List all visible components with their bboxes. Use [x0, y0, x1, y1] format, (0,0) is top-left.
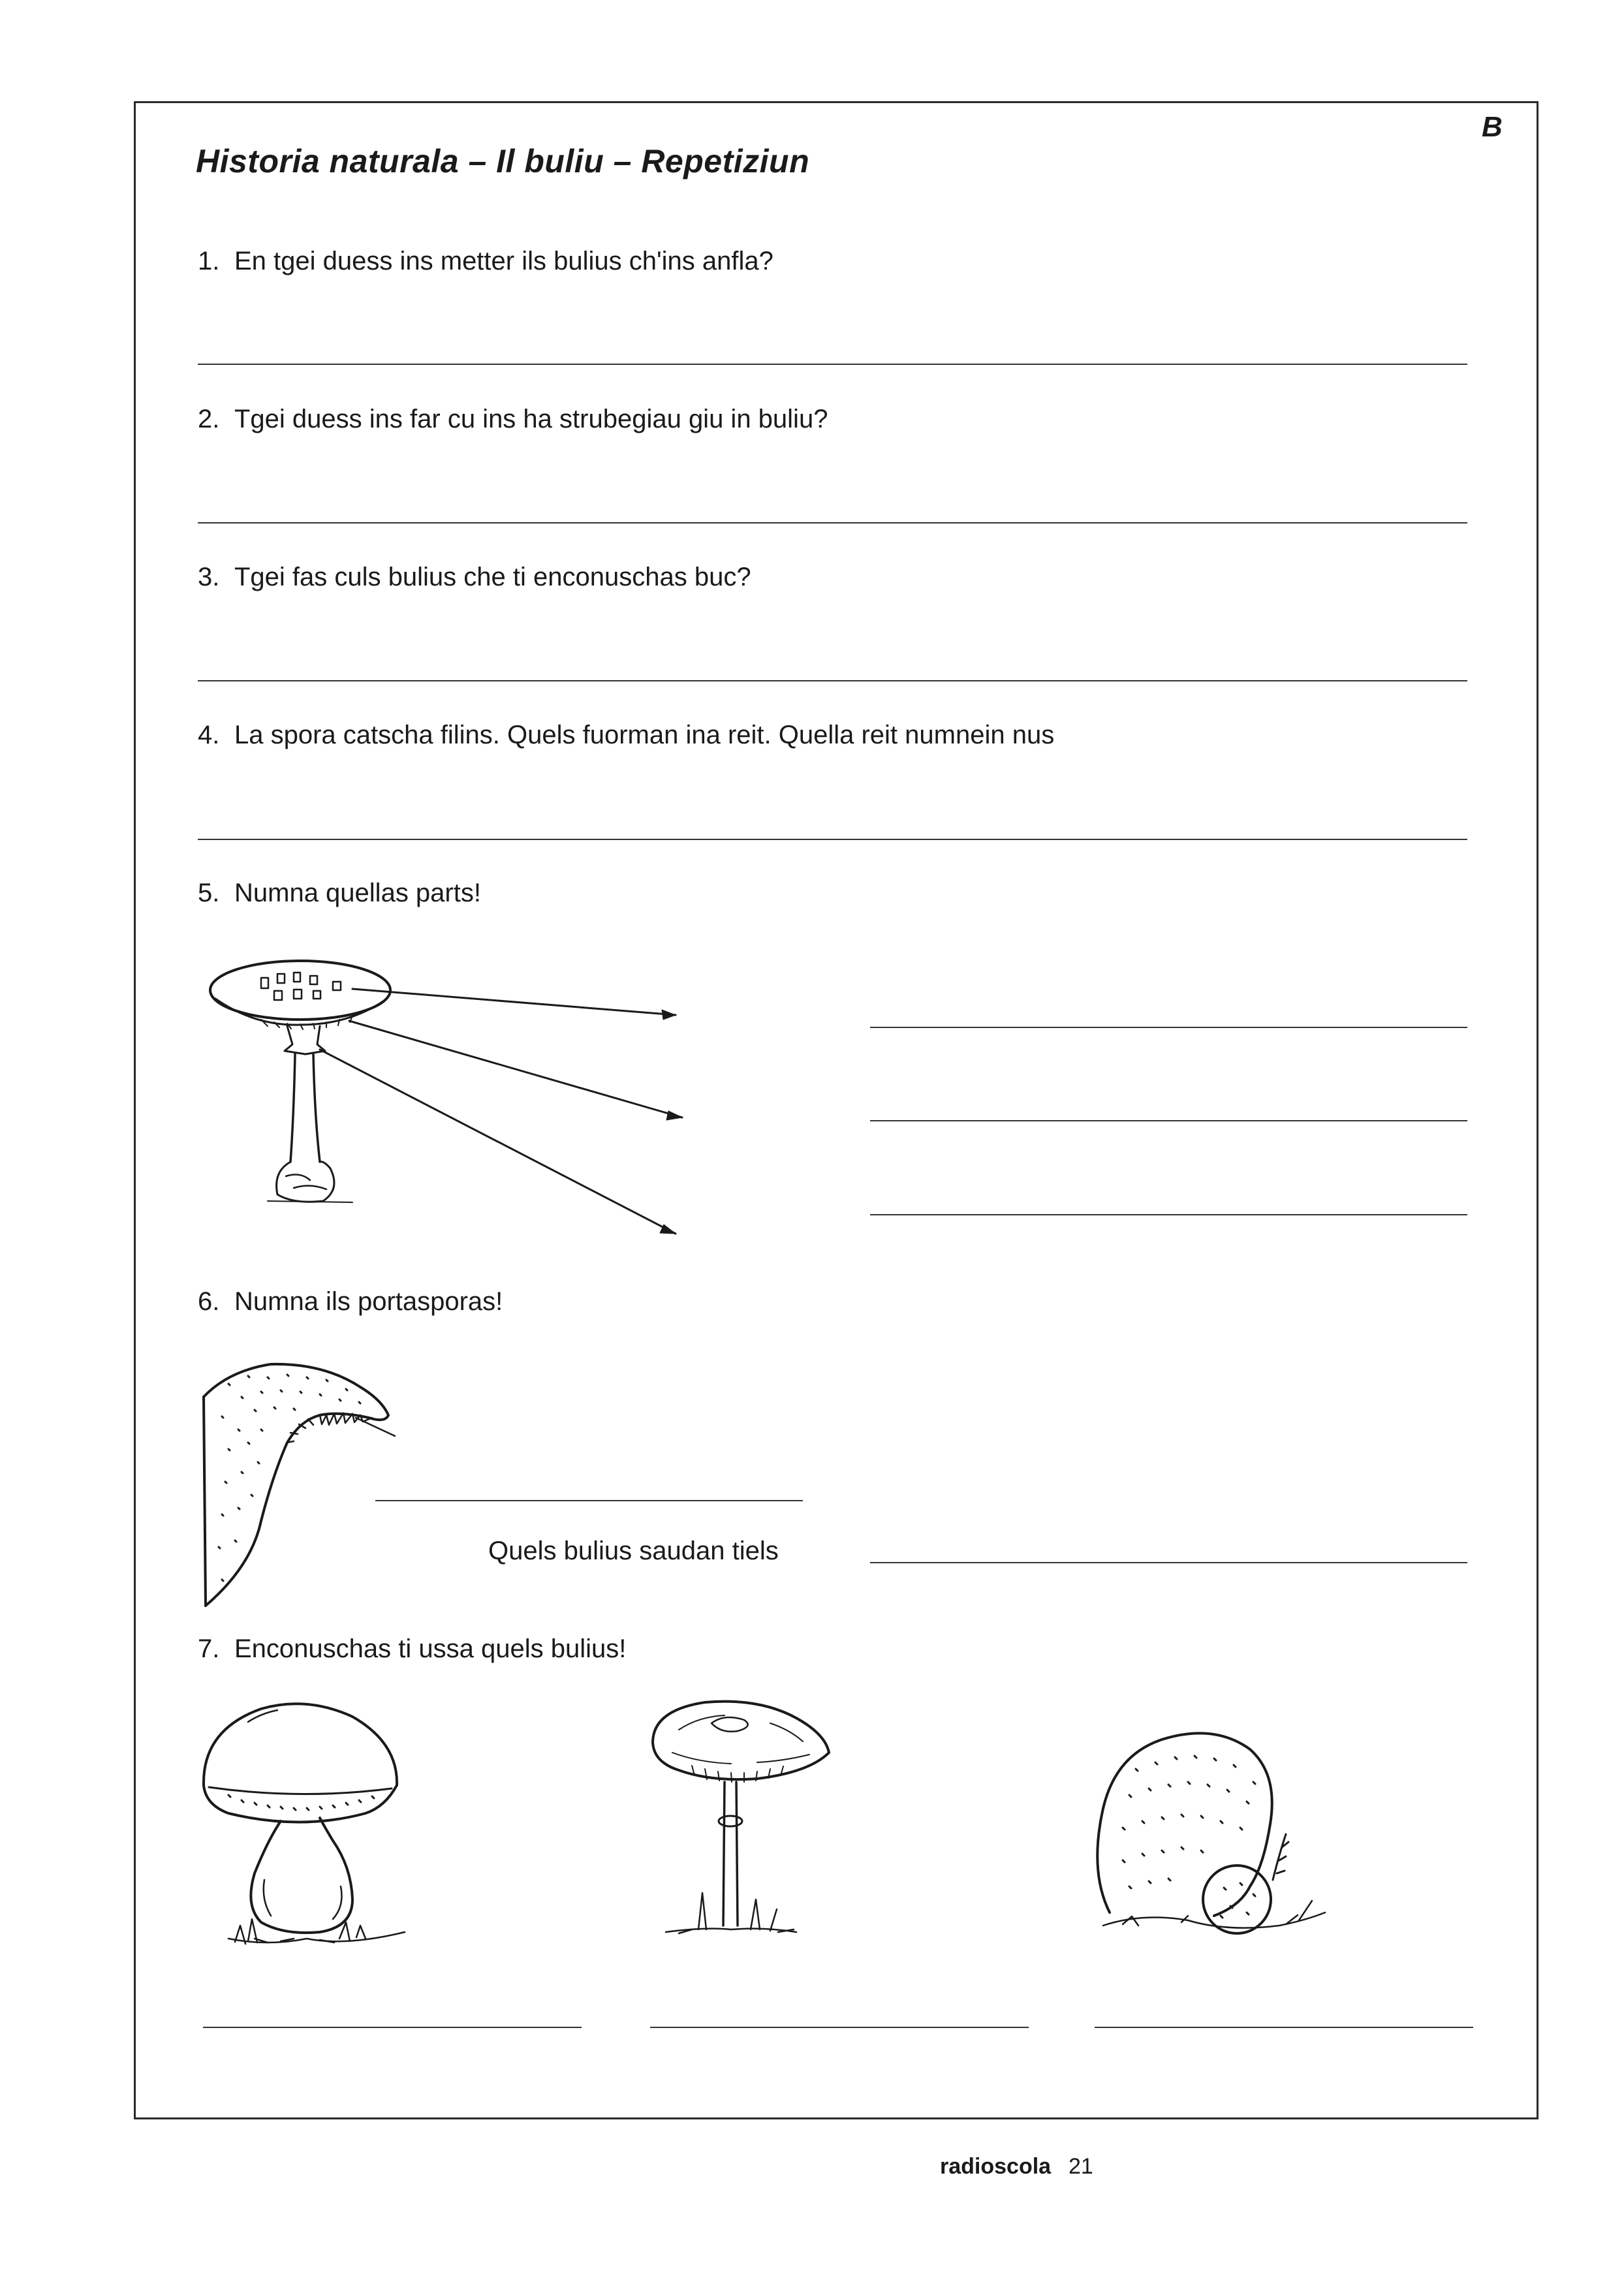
question-7-number: 7. — [198, 1634, 220, 1663]
answer-line-5b[interactable] — [870, 1120, 1467, 1121]
page-title: Historia naturala – Il buliu – Repetiziun — [196, 143, 810, 180]
question-6-text: Numna ils portasporas! — [234, 1287, 503, 1316]
question-1-number: 1. — [198, 247, 220, 275]
cep-mushroom-drawing — [189, 1691, 424, 1965]
question-6-number: 6. — [198, 1287, 220, 1316]
answer-line-4[interactable] — [198, 839, 1467, 840]
spore-bearer-teeth-drawing — [189, 1358, 411, 1612]
question-2-number: 2. — [198, 405, 220, 433]
question-1 — [198, 247, 773, 276]
question-7 — [198, 1634, 626, 1664]
answer-line-1[interactable] — [198, 364, 1467, 365]
answer-line-6b[interactable] — [870, 1562, 1467, 1563]
puffball-drawing — [1084, 1717, 1345, 1952]
sheet-letter: B — [1482, 111, 1503, 143]
question-4 — [198, 721, 1054, 750]
answer-line-7c[interactable] — [1095, 2027, 1473, 2028]
mushroom-parts-drawing — [196, 946, 705, 1247]
question-4-number: 4. — [198, 721, 220, 749]
question-3-text: Tgei fas culs bulius che ti enconuschas buc? — [234, 563, 751, 591]
answer-line-6a[interactable] — [375, 1500, 803, 1501]
question-5-number: 5. — [198, 879, 220, 907]
question-6-followup: Quels bulius saudan tiels — [488, 1537, 779, 1565]
page-number: 21 — [1069, 2154, 1093, 2179]
answer-line-5a[interactable] — [870, 1027, 1467, 1028]
question-3 — [198, 563, 751, 592]
question-5 — [198, 879, 481, 908]
answer-line-7a[interactable] — [203, 2027, 582, 2028]
question-3-number: 3. — [198, 563, 220, 591]
question-2-text: Tgei duess ins far cu ins ha strubegiau giu in buliu? — [234, 405, 828, 433]
question-2 — [198, 405, 828, 434]
footer-brand: radioscola — [940, 2154, 1052, 2179]
question-5-text: Numna quellas parts! — [234, 879, 481, 907]
question-6 — [198, 1287, 503, 1317]
question-7-text: Enconuschas ti ussa quels bulius! — [234, 1634, 627, 1663]
question-1-text: En tgei duess ins metter ils bulius ch'ins anfla? — [234, 247, 773, 275]
answer-line-7b[interactable] — [650, 2027, 1029, 2028]
answer-line-3[interactable] — [198, 680, 1467, 681]
parasol-mushroom-drawing — [640, 1691, 835, 1952]
answer-line-2[interactable] — [198, 522, 1467, 523]
answer-line-5c[interactable] — [870, 1214, 1467, 1215]
question-4-text: La spora catscha filins. Quels fuorman ina reit. Quella reit numnein nus — [234, 721, 1055, 749]
